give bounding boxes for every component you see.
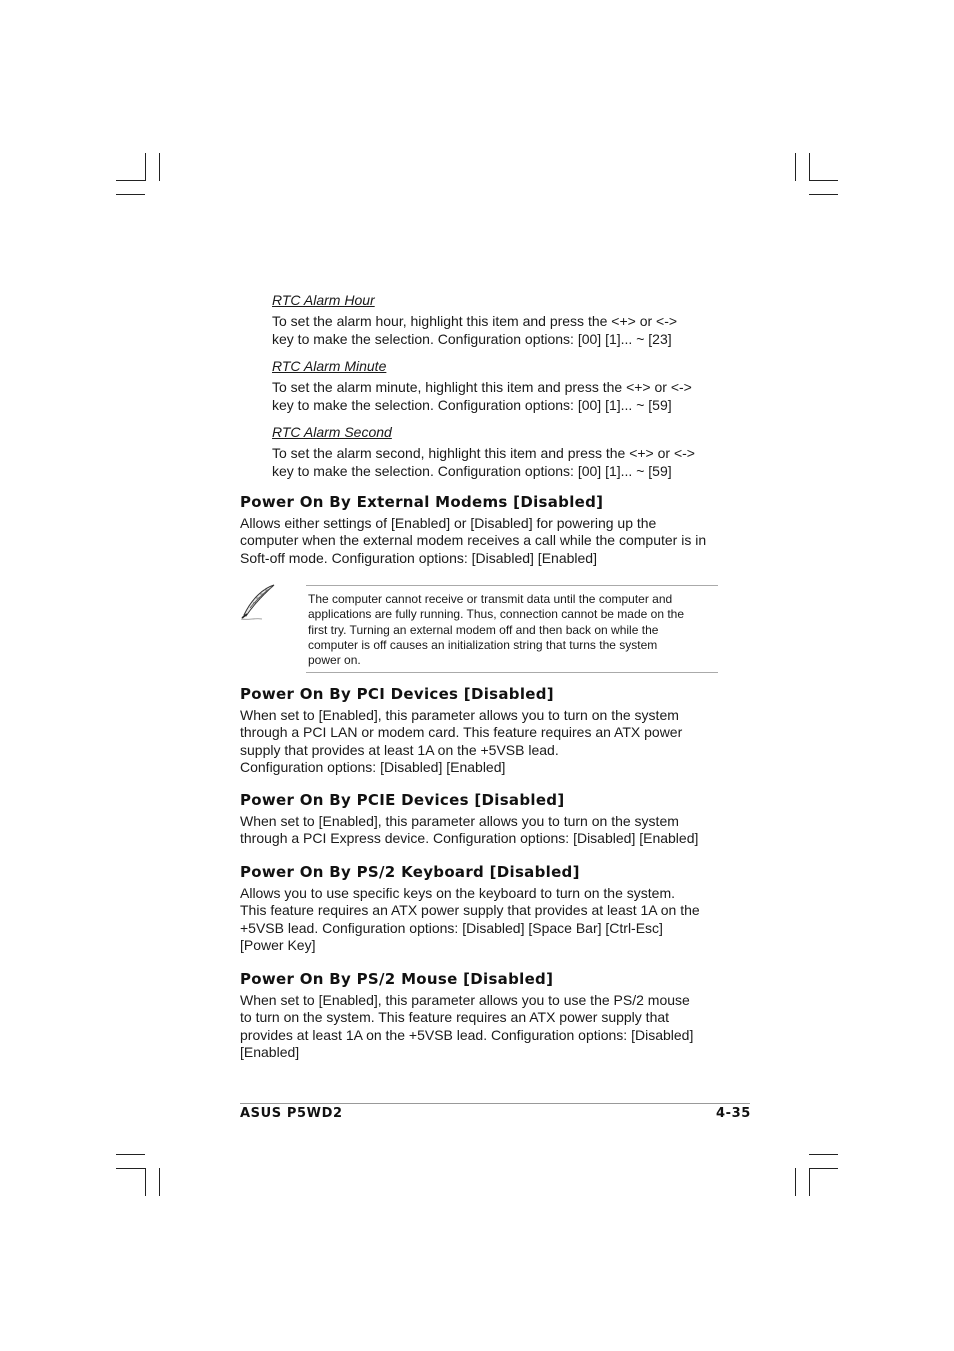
subsection-rtc-alarm-minute (272, 357, 722, 414)
quill-pen-icon (238, 582, 278, 622)
section-external-modems (240, 492, 722, 567)
section-body: When set to [Enabled], this parameter allows you to turn on the system through a PCI Express device. Configuration options: [Disabled] [Enabled] (240, 813, 699, 847)
subsection-line: key to make the selection. Configuration options: [00] [1]... ~ [59] (272, 396, 672, 413)
footer-rule (240, 1103, 750, 1104)
subsection-body (272, 313, 722, 348)
subsection-line: To set the alarm hour, highlight this item and press the <+> or <-> (272, 313, 678, 329)
section-heading: Power On By External Modems [Disabled] (240, 493, 604, 511)
section-heading: Power On By PS/2 Keyboard [Disabled] (240, 863, 580, 881)
subsection-body (272, 445, 722, 480)
note-line: The computer cannot receive or transmit data until the computer and (308, 592, 673, 606)
section-ps2-keyboard (240, 862, 722, 954)
subsection-line: To set the alarm second, highlight this item and press the <+> or <-> (272, 445, 695, 461)
subsection-line: key to make the selection. Configuration options: [00] [1]... ~ [59] (272, 462, 672, 479)
note-line: applications are fully running. Thus, connection cannot be made on the (308, 607, 685, 622)
section-body: When set to [Enabled], this parameter allows you to turn on the system through a PCI LAN or modem card. This feature requires an ATX power supply that provides at least 1A on the +5VSB lead. Configuration options: [Disabled] [Enabled] (240, 707, 683, 775)
section-heading: Power On By PCI Devices [Disabled] (240, 685, 554, 703)
note-text (308, 592, 713, 668)
section-body: Allows you to use specific keys on the keyboard to turn on the system. This feature requires an ATX power supply that provides at least 1A on the +5VSB lead. Configuration options: [Disabled] [Space Bar] [Ctrl-Esc] [Power Key] (240, 885, 700, 953)
subsection-body (272, 379, 722, 414)
subsection-line: To set the alarm minute, highlight this item and press the <+> or <-> (272, 379, 692, 395)
subsection-line: key to make the selection. Configuration options: [00] [1]... ~ [23] (272, 330, 672, 347)
section-pcie-devices (240, 790, 722, 848)
section-heading: Power On By PS/2 Mouse [Disabled] (240, 970, 554, 988)
subsection-rtc-alarm-second (272, 423, 722, 480)
subsection-title: RTC Alarm Second (272, 424, 392, 440)
note-box (306, 585, 718, 673)
section-heading: Power On By PCIE Devices [Disabled] (240, 791, 565, 809)
subsection-title: RTC Alarm Hour (272, 292, 375, 308)
note-line: computer is off causes an initialization string that turns the system (308, 637, 658, 652)
footer-page-number: 4-35 (716, 1106, 751, 1121)
section-pci-devices (240, 684, 722, 776)
section-ps2-mouse (240, 969, 722, 1061)
note-line: power on. (308, 653, 361, 668)
subsection-title: RTC Alarm Minute (272, 358, 387, 374)
footer-product: ASUS P5WD2 (240, 1106, 343, 1121)
note-line: first try. Turning an external modem off and then back on while the (308, 622, 659, 637)
section-body: When set to [Enabled], this parameter allows you to use the PS/2 mouse to turn on the system. This feature requires an ATX power supply that provides at least 1A on the +5VSB lead. Configuration options: [Disabled] [Enabled] (240, 992, 694, 1060)
subsection-rtc-alarm-hour (272, 291, 722, 348)
section-body: Allows either settings of [Enabled] or [Disabled] for powering up the computer when the external modem receives a call while the computer is in Soft-off mode. Configuration options: [Disabled] [Enabled] (240, 515, 707, 566)
